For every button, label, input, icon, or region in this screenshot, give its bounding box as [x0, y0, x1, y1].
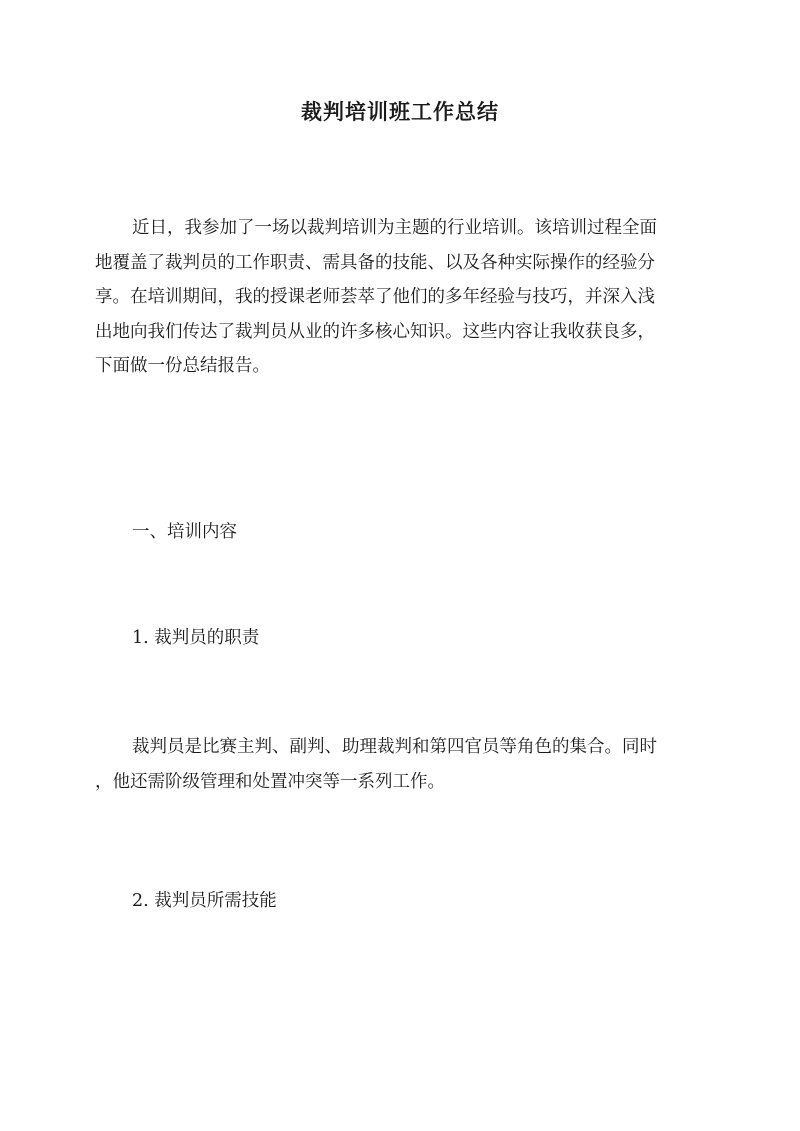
intro-line-2: 地覆盖了裁判员的工作职责、需具备的技能、以及各种实际操作的经验分	[95, 252, 655, 273]
duties-line-2: ，他还需阶级管理和处置冲突等一系列工作。	[95, 771, 445, 792]
sub-2-heading-text: 2. 裁判员所需技能	[132, 891, 277, 911]
intro-line-5: 下面做一份总结报告。	[95, 356, 270, 376]
subsection-heading-skills	[95, 884, 705, 919]
subsection-heading-duties	[95, 621, 705, 656]
intro-line-1: 近日，我参加了一场以裁判培训为主题的行业培训。该培训过程全面	[132, 218, 657, 238]
duties-line-1: 裁判员是比赛主判、副判、助理裁判和第四官员等角色的集合。同时	[132, 737, 657, 757]
intro-line-4: 出地向我们传达了裁判员从业的许多核心知识。这些内容让我收获良多，	[95, 321, 655, 342]
section-heading-training-content	[95, 515, 705, 550]
section-1-heading-text: 一、培训内容	[132, 522, 237, 542]
duties-paragraph	[95, 730, 705, 799]
intro-paragraph	[95, 211, 705, 384]
sub-1-heading-text: 1. 裁判员的职责	[132, 628, 260, 648]
intro-line-3: 享。在培训期间，我的授课老师荟萃了他们的多年经验与技巧，并深入浅	[95, 287, 655, 307]
document-title: 裁判培训班工作总结	[301, 99, 499, 124]
